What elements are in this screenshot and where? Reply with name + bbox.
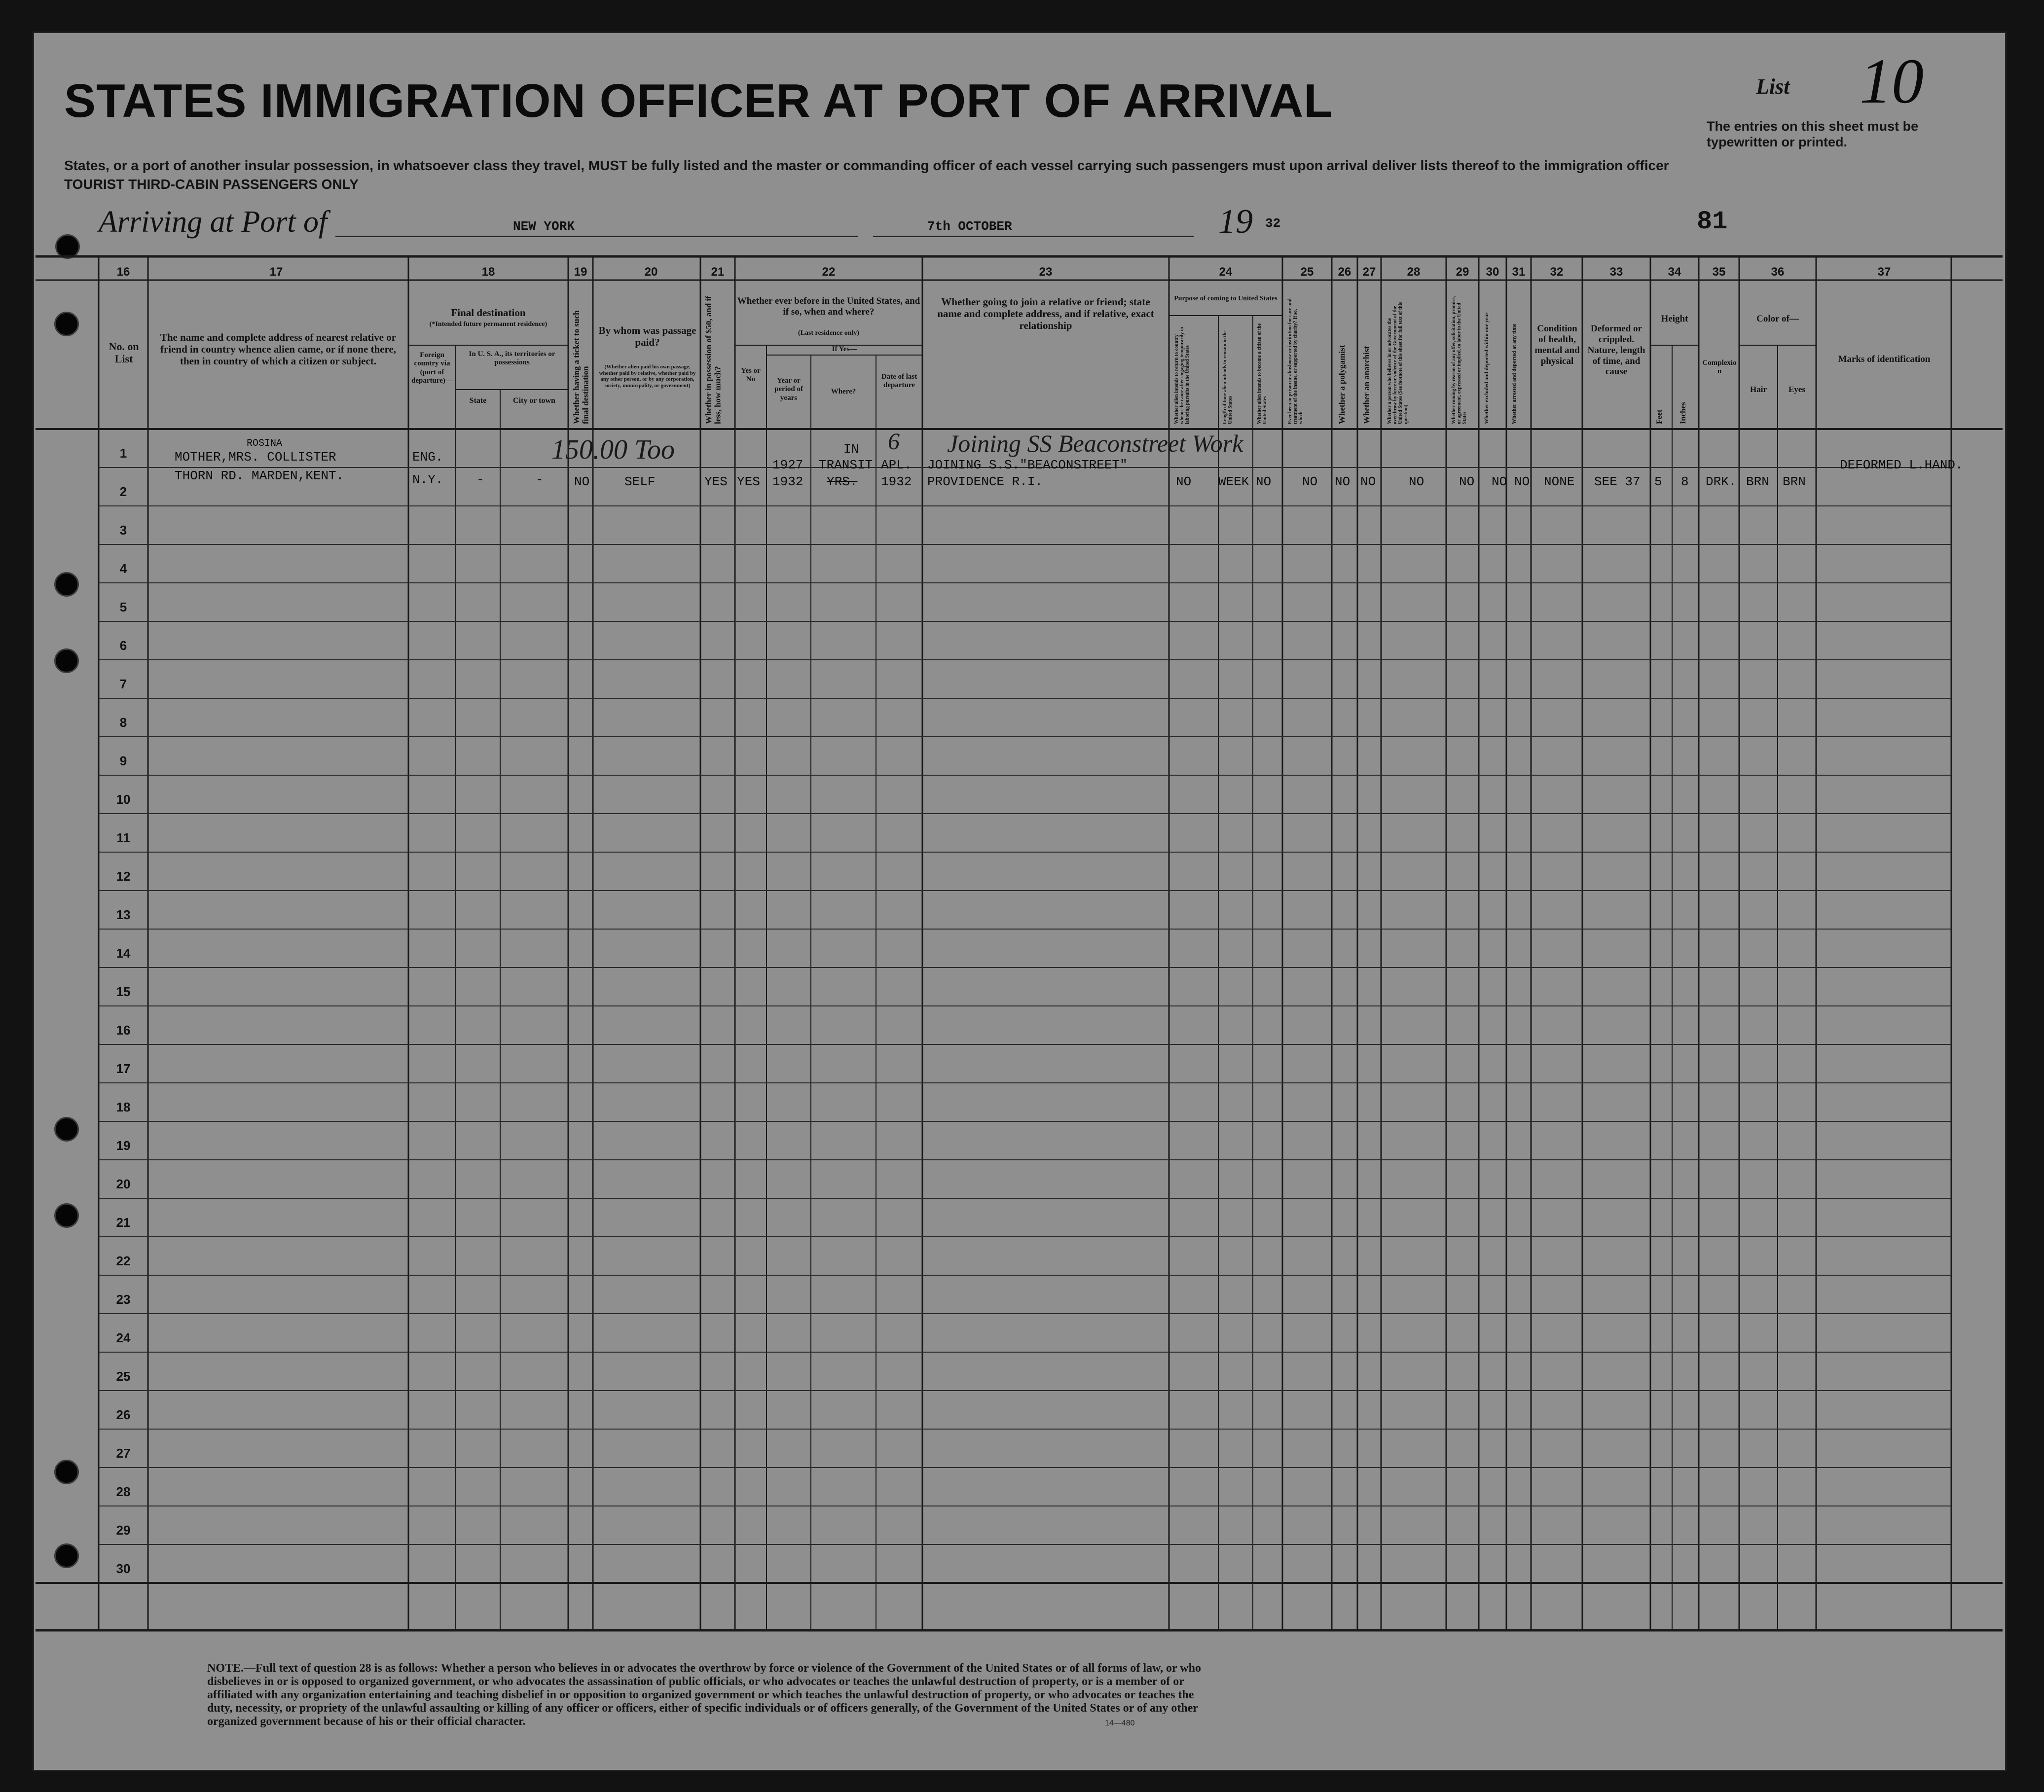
column-number: 22 — [822, 265, 836, 279]
column-number: 20 — [644, 265, 658, 279]
years-end-value: 1932 — [772, 474, 803, 489]
row-number: 17 — [116, 1061, 131, 1076]
column-number: 23 — [1039, 265, 1053, 279]
deformed-value: SEE 37 — [1594, 474, 1641, 489]
where-line-1: IN — [843, 442, 859, 457]
row-number: 22 — [116, 1254, 131, 1268]
row-number: 21 — [116, 1215, 131, 1230]
row-number: 1 — [119, 446, 127, 461]
money-value: YES — [704, 474, 728, 489]
polygamist-value: NO — [1335, 474, 1350, 489]
overthrow-value: NO — [1409, 474, 1424, 489]
header-deported: Whether arrested and deported at any time — [1511, 323, 1517, 424]
footnote: NOTE.—Full text of question 28 is as follows: Whether a person who believes in or advocates the overthrow by force or violence of the Government of the United States or of all forms of law, or who disbelieves in or is opposed to organized government, or who advocates the assassination of public officials, or who advocates or teaches the unlawful destruction of property, or is a member of or affiliated with any organization entertaining and teaching disbelief in or opposition to organized government or which teaches the unlawful destruction of property, or who advocates or teaches the duty, necessity, or propriety of the unlawful assaulting or killing of any officer or officers, either of specific individuals or of officers generally, of the Government of the United States or of any other organized government because of his or their official character. — [207, 1662, 1201, 1728]
marks-value: DEFORMED L.HAND. — [1840, 458, 1963, 472]
column-number: 30 — [1486, 265, 1499, 279]
arrival-port: NEW YORK — [513, 219, 575, 234]
row-number: 25 — [116, 1369, 131, 1384]
health-value: NONE — [1544, 474, 1575, 489]
row-number: 26 — [116, 1407, 131, 1422]
column-number: 25 — [1300, 265, 1314, 279]
citizen-intent-value: NO — [1256, 474, 1272, 489]
row-number: 8 — [119, 715, 127, 730]
header-purpose-length: Length of time alien intends to remain in the United States — [1222, 330, 1233, 424]
row-number: 29 — [116, 1523, 131, 1538]
header-in-usa: In U. S. A., its territories or possessions — [469, 350, 555, 367]
column-number: 17 — [269, 265, 283, 279]
column-number: 36 — [1771, 265, 1785, 279]
column-number: 33 — [1609, 265, 1623, 279]
foreign-country-value: ENG. — [412, 450, 443, 465]
header-marks: Marks of identification — [1838, 354, 1931, 364]
header-deformed: Deformed or crippled. Nature, length of time, and cause — [1587, 323, 1645, 377]
header-purpose-citizen: Whether alien intends to become a citizen of the United States — [1257, 323, 1268, 424]
header-inches: Inches — [1679, 402, 1687, 424]
column-number: 21 — [711, 265, 725, 279]
header-foreign-country: Foreign country via (port of departure)— — [411, 351, 453, 385]
header-year-period: Year or period of years — [774, 377, 803, 402]
labor-offer-value: NO — [1459, 474, 1475, 489]
header-ticket: Whether having a ticket to such final destination — [572, 310, 590, 424]
header-prison: Ever been in prison or almshouse or institution for care and treatment of the insane, or supported by charity? If so, which — [1287, 298, 1304, 424]
row-number: 20 — [116, 1177, 131, 1191]
relative-name-line: MOTHER,MRS. COLLISTER — [175, 450, 336, 465]
sheet-stamp-number: 81 — [1697, 207, 1728, 236]
column-number: 26 — [1338, 265, 1351, 279]
header-before-in-us: Whether ever before in the United States, and if so, when and where? — [737, 296, 920, 317]
before-in-us-value: YES — [737, 474, 760, 489]
row-number: 27 — [116, 1446, 131, 1461]
row-number: 3 — [119, 523, 127, 538]
row-number: 13 — [116, 907, 131, 922]
header-by-whom-note: (Whether alien paid his own passage, whether paid by relative, whether paid by any other person, or by any corporation, society, municipality, or government) — [599, 364, 696, 389]
header-color-of: Color of— — [1756, 314, 1799, 324]
row-number: 28 — [116, 1484, 131, 1499]
row-number: 15 — [116, 984, 131, 999]
arrival-year-prefix: 19 — [1218, 203, 1253, 241]
column-number: 19 — [574, 265, 587, 279]
hair-value: BRN — [1746, 474, 1769, 489]
header-polygamist: Whether a polygamist — [1337, 345, 1347, 424]
where-line-2: TRANSIT — [819, 458, 873, 472]
departure-day-value: 6 — [888, 429, 900, 455]
header-hair: Hair — [1750, 385, 1767, 394]
header-last-residence: (Last residence only) — [798, 329, 860, 337]
passenger-class-line: TOURIST THIRD-CABIN PASSENGERS ONLY — [64, 177, 359, 192]
column-number: 27 — [1362, 265, 1376, 279]
column-number: 16 — [116, 265, 130, 279]
header-state: State — [469, 396, 487, 405]
column-number: 31 — [1512, 265, 1526, 279]
header-anarchist: Whether an anarchist — [1362, 346, 1371, 424]
header-no-on-list: No. on List — [109, 340, 139, 365]
header-purpose-return: Whether alien intends to return to country whence he came after engaging temporarily in laboring pursuits in the United States — [1174, 327, 1190, 424]
anarchist-value: NO — [1360, 474, 1376, 489]
complexion-value: DRK. — [1706, 474, 1737, 489]
joining-city-value: PROVIDENCE R.I. — [927, 474, 1043, 489]
header-yes-no: Yes or No — [741, 367, 761, 384]
relative-address-line: THORN RD. MARDEN,KENT. — [175, 468, 344, 483]
header-complexion: Complexion — [1702, 359, 1737, 376]
arrival-year-suffix: 32 — [1265, 216, 1281, 231]
row-number: 6 — [119, 638, 127, 653]
excluded-value: NO — [1492, 474, 1507, 489]
arriving-label: Arriving at Port of — [99, 205, 328, 239]
row-number: 19 — [116, 1138, 131, 1153]
header-final-destination-note: (*Intended future permanent residence) — [429, 321, 548, 328]
state-value: - — [476, 472, 484, 487]
relative-first-name: ROSINA — [247, 438, 283, 449]
height-feet-value: 5 — [1654, 474, 1662, 489]
row-number: 5 — [119, 600, 127, 614]
header-relative-abroad: The name and complete address of nearest relative or friend in country whence alien came, or if none there, then in country of which a citizen or subject. — [160, 331, 397, 367]
row-number: 9 — [119, 753, 127, 768]
header-labor-offer: Whether coming by reason of any offer, solicitation, promise, or agreement, expressed or implied, to labor in the United States — [1451, 296, 1467, 424]
paid-by-value: SELF — [624, 474, 656, 489]
handwritten-joining-note: Joining SS Beaconstreet Work — [947, 430, 1243, 457]
city-value: - — [536, 472, 544, 487]
row-number: 11 — [116, 830, 130, 845]
return-intent-value: NO — [1176, 474, 1192, 489]
form-number: 14—480 — [1105, 1719, 1135, 1727]
row-number: 10 — [116, 792, 131, 807]
column-number: 18 — [481, 265, 495, 279]
row-number: 4 — [119, 561, 127, 576]
header-height: Height — [1661, 314, 1688, 324]
row-number: 18 — [116, 1100, 131, 1114]
length-of-stay-value: WEEK — [1218, 474, 1249, 489]
list-number: 10 — [1860, 46, 1924, 117]
row-number: 16 — [116, 1023, 131, 1038]
header-feet: Feet — [1655, 409, 1664, 424]
instructions-line: States, or a port of another insular possession, in whatsoever class they travel, MUST be fully listed and the master or commanding officer of each vessel carrying such passengers must upon arrival deliver lists thereof to the immigration officer — [64, 158, 1669, 173]
column-number: 32 — [1550, 265, 1564, 279]
header-purpose: Purpose of coming to United States — [1174, 295, 1278, 302]
where-line-3: YRS. — [827, 474, 858, 489]
column-number: 28 — [1407, 265, 1421, 279]
row-number: 12 — [116, 869, 131, 884]
list-label: List — [1756, 74, 1790, 99]
header-if-yes: If Yes— — [832, 345, 857, 353]
header-by-whom: By whom was passage paid? — [598, 324, 696, 349]
row-number: 7 — [119, 677, 127, 691]
row-number: 23 — [116, 1292, 131, 1307]
handwritten-money-amount: 150.00 Too — [551, 434, 675, 465]
row-number: 30 — [116, 1561, 131, 1576]
column-number: 29 — [1456, 265, 1469, 279]
eyes-value: BRN — [1783, 474, 1806, 489]
years-start-value: 1927 — [772, 458, 803, 472]
column-number: 37 — [1877, 265, 1891, 279]
header-eyes: Eyes — [1788, 385, 1805, 394]
header-joining-relative: Whether going to join a relative or friend; state name and complete address, and if relative, exact relationship — [937, 296, 1154, 332]
header-final-destination: Final destination — [451, 307, 526, 319]
header-money: Whether in possession of $50, and if less, how much? — [704, 296, 723, 424]
row-number: 2 — [119, 484, 127, 499]
header-city: City or town — [513, 396, 555, 405]
departure-month-value: APL. — [881, 458, 912, 472]
height-inches-value: 8 — [1681, 474, 1689, 489]
row-number: 14 — [116, 946, 131, 961]
prison-value: NO — [1302, 474, 1318, 489]
entries-note: The entries on this sheet must be typewritten or printed. — [1707, 119, 1919, 149]
header-where: Where? — [831, 388, 856, 395]
header-health: Condition of health, mental and physical — [1534, 323, 1580, 366]
arrival-date: 7th OCTOBER — [927, 219, 1012, 234]
ticket-value: NO — [574, 474, 590, 489]
header-date-departure: Date of last departure — [881, 373, 917, 390]
departure-year-value: 1932 — [881, 474, 912, 489]
page-title: STATES IMMIGRATION OFFICER AT PORT OF ARRIVAL — [64, 74, 1333, 127]
row-number: 24 — [116, 1330, 131, 1345]
column-number: 34 — [1668, 265, 1681, 279]
deported-value: NO — [1514, 474, 1530, 489]
header-overthrow: Whether a person who believes in or advocates the overthrow by force or violence of the Government of the United States (See footnote of this sheet for full text of this question) — [1387, 302, 1409, 424]
departure-port-value: N.Y. — [412, 472, 443, 487]
column-number: 24 — [1219, 265, 1233, 279]
joining-vessel-value: JOINING S.S."BEACONSTREET" — [927, 458, 1128, 472]
column-number: 35 — [1712, 265, 1726, 279]
header-excluded: Whether excluded and deported within one year — [1484, 312, 1490, 424]
